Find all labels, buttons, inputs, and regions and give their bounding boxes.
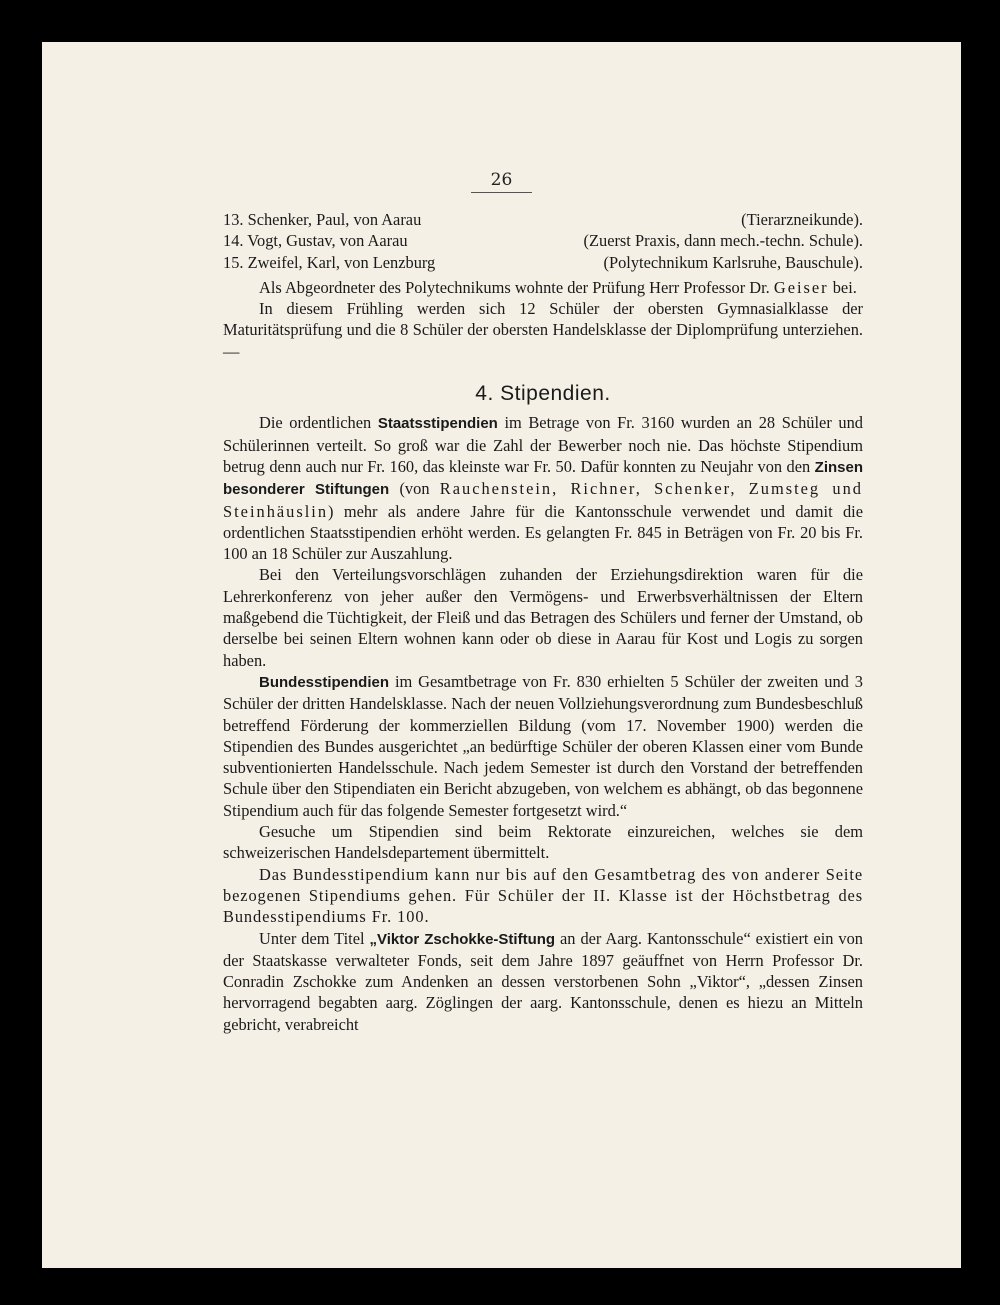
list-item [223,230,863,251]
paragraph-distribution: Bei den Verteilungsvorschlägen zuhanden der Erziehungsdirektion waren für die Lehrerkonferenz von jeher außer den Vermögens- und Erwerbsverhältnissen der Eltern maßgebend die Tüchtigkeit, der Fleiß und das Betragen des Schülers und ferner der Umstand, ob derselbe bei seinen Eltern wohnen kann oder ob diese in Aarau für Kost und Logis zu sorgen haben. [223,565,863,670]
student-note: (Polytechnikum Karlsruhe, Bauschule). [603,252,863,272]
page-number: 26 [42,170,961,190]
paragraph-federal-stipends: Bundesstipendien im Gesamtbetrage von Fr. 830 erhielten 5 Schüler der zweiten und 3 Schüler der dritten Handelsklasse. Nach der neuen Vollziehungsverordnung zum Bundesbeschluß betreffend Förderung der kommerziellen Bildung (vom 17. November 1900) werden die Stipendien des Bundes ausgerichtet „an bedürftige Schüler der oberen Klassen einer vom Bunde subventionierten Handelsschule. Nach jedem Semester ist durch den Vorstand der betreffenden Schule über den Stipendiaten ein Bericht abzugeben, von welchem es abhängt, ob das begonnene Stipendium auch für das folgende Semester fortgesetzt wird.“ [223,671,863,820]
paragraph-exams: In diesem Frühling werden sich 12 Schüler der obersten Gymnasialklasse der Maturitätsprüfung und die 8 Schüler der obersten Handelsklasse der Diplomprüfung unterziehen. — [223,299,863,361]
paragraph-applications: Gesuche um Stipendien sind beim Rektorate einzureichen, welches sie dem schweizerischen Handelsdepartement übermittelt. [223,822,863,863]
page-content [223,209,863,1035]
student-name: 14. Vogt, Gustav, von Aarau [223,231,408,251]
paragraph-maximum: Das Bundesstipendium kann nur bis auf den Gesamtbetrag des von anderer Seite bezogenen Stipendiums gehen. Für Schüler der II. Klasse ist der Höchstbetrag des Bundesstipendiums Fr. 100. [223,864,863,927]
list-item [223,252,863,273]
list-item [223,209,863,230]
paragraph-delegate: Als Abgeordneter des Polytechnikums wohnte der Prüfung Herr Professor Dr. Geiser bei. [259,277,857,297]
student-note: (Zuerst Praxis, dann mech.-techn. Schule). [583,231,863,251]
student-note: (Tierarzneikunde). [741,210,863,229]
section-title: 4. Stipendien. [475,382,611,406]
student-name: 15. Zweifel, Karl, von Lenzburg [223,252,436,272]
paragraph-state-stipends: Die ordentlichen Staatsstipendien im Betrage von Fr. 3160 wurden an 28 Schüler und Schülerinnen verteilt. So groß war die Zahl der Bewerber noch nie. Das höchste Stipendium betrug denn auch nur Fr. 160, das kleinste war Fr. 50. Dafür konnten zu Neujahr von den Zinsen besonderer Stiftungen (von Rauchenstein, Richner, Schenker, Zumsteg und Steinhäuslin) mehr als andere Jahre für die Kantonsschule verwendet und damit die ordentlichen Staatsstipendien erhöht werden. Es gelangten Fr. 845 in Beträgen von Fr. 20 bis Fr. 100 an 18 Schüler zur Auszahlung. [223,413,863,564]
student-name: 13. Schenker, Paul, von Aarau [223,210,422,229]
scanned-page [42,42,961,1268]
paragraph-foundation: Unter dem Titel „Viktor Zschokke-Stiftung an der Aarg. Kantonsschule“ existiert ein von der Staatskasse verwalteter Fonds, seit dem Jahre 1897 geäuffnet von Herrn Professor Dr. Conradin Zschokke zum Andenken an dessen verstorbenen Sohn „Viktor“, „dessen Zinsen hervorragend begabten aarg. Zöglingen der aarg. Kantonsschule, denen es hiezu an Mitteln gebricht, verabreicht [223,928,863,1034]
